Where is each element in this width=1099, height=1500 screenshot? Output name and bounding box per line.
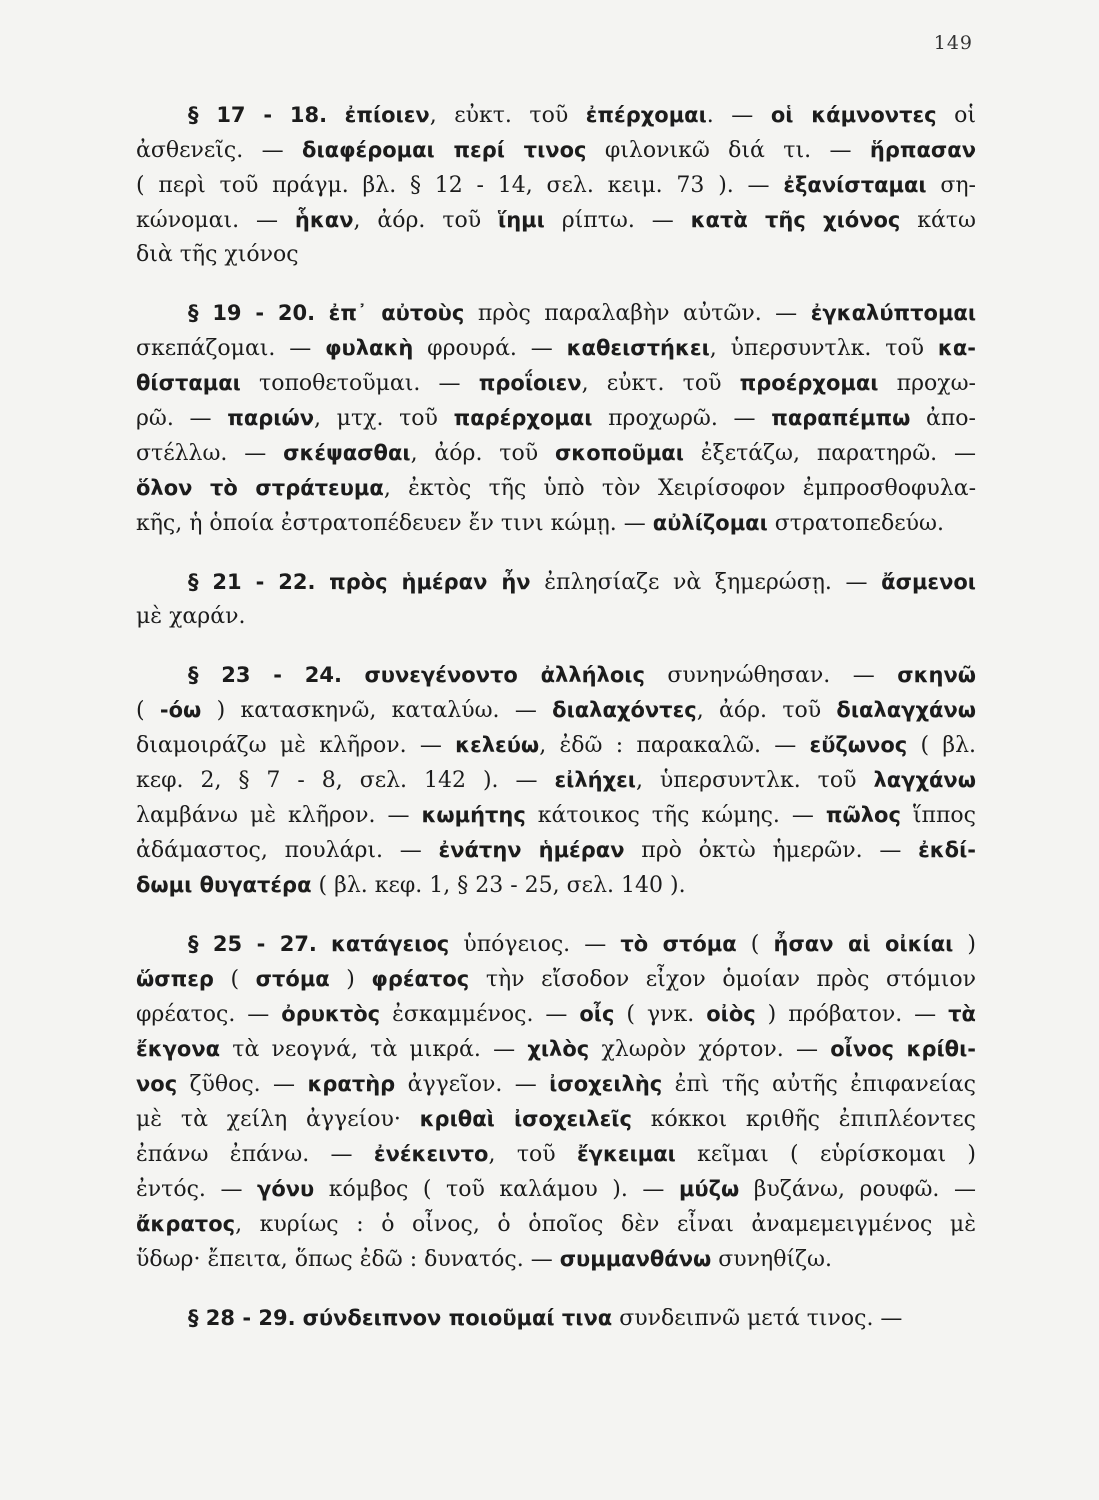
gloss-text: διαμοιράζω μὲ κλῆρον. — xyxy=(136,733,456,758)
headword: κριθαὶ ἰσοχειλεῖς xyxy=(419,1107,632,1131)
text-line xyxy=(136,168,976,203)
headword: κατὰ τῆς χιόνος xyxy=(690,208,901,232)
headword: ἐγκαλύπτομαι xyxy=(810,301,977,325)
headword: ὥσπερ xyxy=(136,967,214,991)
text-line xyxy=(136,133,976,168)
headword: αὐλίζομαι xyxy=(652,511,768,535)
headword: κωμήτης xyxy=(421,803,526,827)
gloss-text: ἵππος xyxy=(900,803,977,828)
gloss-text: διὰ τῆς χιόνος xyxy=(136,242,299,267)
headword: -όω xyxy=(159,698,202,722)
gloss-text: ση- xyxy=(926,173,976,198)
gloss-text: προχω- xyxy=(878,371,976,396)
text-line xyxy=(136,798,976,833)
headword: ἥρπασαν xyxy=(869,138,977,162)
text-line xyxy=(136,763,976,798)
headword: § 21 - 22. xyxy=(188,570,316,594)
gloss-text: ρίπτω. — xyxy=(544,208,691,233)
gloss-text: ) πρόβατον. — xyxy=(755,1002,949,1027)
headword: νος xyxy=(136,1072,178,1096)
text-line xyxy=(136,868,976,903)
headword: οἶς xyxy=(579,1002,615,1026)
text-line xyxy=(136,471,976,506)
gloss-text: , μτχ. τοῦ xyxy=(314,406,454,431)
headword: ἄσμενοι xyxy=(881,570,976,594)
paragraph xyxy=(136,1301,976,1336)
gloss-text: πρὸς παραλαβὴν αὐτῶν. — xyxy=(464,301,811,326)
gloss-text: συνηνώθησαν. — xyxy=(644,663,898,688)
headword: διαλαγχάνω xyxy=(836,698,977,722)
headword: γόνυ xyxy=(257,1177,315,1201)
headword: οἶνος κρίθι- xyxy=(830,1037,976,1061)
headword: εἰλήχει xyxy=(554,768,636,792)
gloss-text: , εὐκτ. τοῦ xyxy=(429,103,586,128)
text-line xyxy=(136,565,976,600)
headword: συμμανθάνω xyxy=(559,1247,712,1271)
headword: ὀρυκτὸς xyxy=(281,1002,381,1026)
gloss-text: κῆς, ἡ ὁποία ἐστρατοπέδευεν ἔν τινι κώμῃ. — xyxy=(136,511,653,536)
gloss-text: τοποθετοῦμαι. — xyxy=(240,371,479,396)
gloss-text: φιλονικῶ διά τι. — xyxy=(586,138,870,163)
text-line xyxy=(136,296,976,331)
gloss-text: κεῖμαι ( εὑρίσκομαι ) xyxy=(675,1142,976,1167)
headword: κατάγειος xyxy=(331,932,450,956)
paragraph xyxy=(136,98,976,272)
headword: συνεγένοντο ἀλλήλοις xyxy=(364,663,645,687)
headword: διαφέρομαι περί τινος xyxy=(302,138,587,162)
headword: ἧκαν xyxy=(294,208,354,232)
headword: ἐπίοιεν xyxy=(344,103,430,127)
gloss-text: ἐπάνω ἐπάνω. — xyxy=(136,1142,374,1167)
gloss-text: συνηθίζω. xyxy=(711,1247,832,1272)
headword: ὅλον τὸ στράτευμα xyxy=(136,476,384,500)
gloss-text: στρατοπεδεύω. xyxy=(767,511,944,536)
headword: φρέατος xyxy=(371,967,470,991)
gloss-text: ( xyxy=(736,932,774,957)
headword: καθειστήκει xyxy=(566,336,710,360)
headword: κρατὴρ xyxy=(307,1072,396,1096)
gloss-text: ( xyxy=(136,698,160,723)
headword: κα- xyxy=(937,336,976,360)
headword: τὰ xyxy=(948,1002,976,1026)
gloss-text xyxy=(315,301,329,326)
gloss-text: , ὑπερσυντλκ. τοῦ xyxy=(709,336,938,361)
text-line xyxy=(136,1301,976,1336)
paragraph xyxy=(136,658,976,903)
gloss-text: οἱ xyxy=(936,103,977,128)
text-line xyxy=(136,997,976,1032)
gloss-text: ( βλ. xyxy=(907,733,977,758)
headword: λαγχάνω xyxy=(873,768,976,792)
text-line xyxy=(136,366,976,401)
gloss-text: ὕδωρ· ἔπειτα, ὅπως ἐδῶ : δυνατός. — xyxy=(136,1247,560,1272)
gloss-text: ἐντός. — xyxy=(136,1177,258,1202)
headword: σκοποῦμαι xyxy=(554,441,684,465)
headword: ἐκδί- xyxy=(918,838,977,862)
text-line xyxy=(136,658,976,693)
gloss-text: μὲ τὰ χείλη ἀγγείου· xyxy=(136,1107,420,1132)
headword: ἵημι xyxy=(498,208,545,232)
headword: προέρχομαι xyxy=(739,371,879,395)
gloss-text: φρουρά. — xyxy=(413,336,567,361)
headword: εὔζωνος xyxy=(809,733,908,757)
gloss-text: ἀπο- xyxy=(910,406,976,431)
gloss-text: κόκκοι κριθῆς ἐπιπλέοντες xyxy=(631,1107,976,1132)
text-line xyxy=(136,1242,976,1277)
gloss-text xyxy=(327,103,345,128)
headword: ἐνέκειντο xyxy=(373,1142,489,1166)
headword: § 28 - 29. xyxy=(188,1306,296,1330)
text-line xyxy=(136,600,976,634)
gloss-text: , ἀόρ. τοῦ xyxy=(410,441,555,466)
headword: ἐπέρχομαι xyxy=(585,103,707,127)
text-line xyxy=(136,1032,976,1067)
headword: παραπέμπω xyxy=(771,406,911,430)
headword: ἦσαν αἱ οἰκίαι xyxy=(773,932,954,956)
headword: οἱ κάμνοντες xyxy=(770,103,937,127)
gloss-text: λαμβάνω μὲ κλῆρον. — xyxy=(136,803,422,828)
text-line xyxy=(136,331,976,366)
gloss-text: ἀγγεῖον. — xyxy=(395,1072,550,1097)
gloss-text: ρῶ. — xyxy=(136,406,228,431)
headword: σκηνῶ xyxy=(897,663,976,687)
gloss-text: κεφ. 2, § 7 - 8, σελ. 142 ). — xyxy=(136,768,555,793)
text-line xyxy=(136,401,976,436)
text-line xyxy=(136,693,976,728)
headword: προΐοιεν xyxy=(478,371,582,395)
headword: § 25 - 27. xyxy=(188,932,317,956)
gloss-text: τὰ νεογνά, τὰ μικρά. — xyxy=(220,1037,528,1062)
gloss-text: βυζάνω, ρουφῶ. — xyxy=(739,1177,976,1202)
gloss-text: , κυρίως : ὁ οἶνος, ὁ ὁποῖος δὲν εἶναι ἀναμεμειγμένος μὲ xyxy=(235,1212,976,1237)
gloss-text: φρέατος. — xyxy=(136,1002,282,1027)
gloss-text xyxy=(342,663,364,688)
text-line xyxy=(136,728,976,763)
text-line xyxy=(136,1172,976,1207)
headword: § 23 - 24. xyxy=(188,663,342,687)
headword: ἔκγονα xyxy=(136,1037,221,1061)
gloss-text xyxy=(296,1306,303,1331)
text-line xyxy=(136,1102,976,1137)
text-line xyxy=(136,1137,976,1172)
headword: μύζω xyxy=(678,1177,740,1201)
paragraph xyxy=(136,296,976,541)
gloss-text: προχωρῶ. — xyxy=(592,406,772,431)
gloss-text: ἐσκαμμένος. — xyxy=(380,1002,580,1027)
text-line xyxy=(136,1207,976,1242)
gloss-text: . — xyxy=(706,103,771,128)
gloss-text: ) κατασκηνῶ, καταλύω. — xyxy=(201,698,553,723)
headword: θίσταμαι xyxy=(136,371,241,395)
gloss-text: ἀδάμαστος, πουλάρι. — xyxy=(136,838,439,863)
gloss-text: ( βλ. κεφ. 1, § 23 - 25, σελ. 140 ). xyxy=(311,873,686,898)
gloss-text: κώνομαι. — xyxy=(136,208,295,233)
headword: § 17 - 18. xyxy=(188,103,328,127)
gloss-text: , ἐκτὸς τῆς ὑπὸ τὸν Χειρίσοφον ἐμπροσθοφυλα- xyxy=(383,476,976,501)
gloss-text: κάτω xyxy=(900,208,976,233)
text-line xyxy=(136,962,976,997)
text-line xyxy=(136,833,976,868)
gloss-text: , ἀόρ. τοῦ xyxy=(696,698,837,723)
headword: φυλακὴ xyxy=(325,336,414,360)
gloss-text: ( γνκ. xyxy=(614,1002,707,1027)
headword: σύνδειπνον ποιοῦμαί τινα xyxy=(302,1306,613,1330)
headword: ἔγκειμαι xyxy=(576,1142,676,1166)
gloss-text: χλωρὸν χόρτον. — xyxy=(589,1037,831,1062)
paragraph xyxy=(136,565,976,634)
headword: διαλαχόντες xyxy=(552,698,697,722)
headword: ἐξανίσταμαι xyxy=(783,173,927,197)
gloss-text: , τοῦ xyxy=(488,1142,577,1167)
headword: ἐπ᾽ αὐτοὺς xyxy=(328,301,465,325)
gloss-text: , ἀόρ. τοῦ xyxy=(353,208,499,233)
gloss-text: συνδειπνῶ μετά τινος. — xyxy=(612,1306,903,1331)
text-line xyxy=(136,1067,976,1102)
gloss-text: σκεπάζομαι. — xyxy=(136,336,326,361)
gloss-text: ὑπόγειος. — xyxy=(449,932,621,957)
gloss-text: , ἐδῶ : παρακαλῶ. — xyxy=(539,733,810,758)
headword: παριών xyxy=(227,406,315,430)
headword: ἐνάτην ἡμέραν xyxy=(438,838,625,862)
gloss-text: ἐξετάζω, παρατηρῶ. — xyxy=(683,441,976,466)
headword: ἄκρατος xyxy=(136,1212,236,1236)
headword: στόμα xyxy=(255,967,330,991)
gloss-text: κάτοικος τῆς κώμης. — xyxy=(525,803,826,828)
gloss-text: τὴν εἴσοδον εἶχον ὁμοίαν πρὸς στόμιον xyxy=(469,967,976,992)
gloss-text: στέλλω. — xyxy=(136,441,284,466)
gloss-text: ἐπλησίαζε νὰ ξημερώσῃ. — xyxy=(530,570,882,595)
headword: κελεύω xyxy=(455,733,540,757)
headword: § 19 - 20. xyxy=(188,301,316,325)
headword: δωμι θυγατέρα xyxy=(136,873,312,897)
gloss-text: κόμβος ( τοῦ καλάμου ). — xyxy=(314,1177,679,1202)
gloss-text: πρὸ ὀκτὼ ἡμερῶν. — xyxy=(624,838,919,863)
gloss-text: ( περὶ τοῦ πράγμ. βλ. § 12 - 14, σελ. κειμ. 73 ). — xyxy=(136,173,784,198)
headword: παρέρχομαι xyxy=(453,406,593,430)
headword: πῶλος xyxy=(825,803,901,827)
headword: χιλὸς xyxy=(527,1037,590,1061)
commentary-text xyxy=(136,98,976,1360)
gloss-text: μὲ χαράν. xyxy=(136,604,246,629)
headword: οἰὸς xyxy=(706,1002,756,1026)
gloss-text: ζῦθος. — xyxy=(177,1072,308,1097)
headword: τὸ στόμα xyxy=(620,932,737,956)
gloss-text: ) xyxy=(953,932,976,957)
gloss-text: ἐπὶ τῆς αὐτῆς ἐπιφανείας xyxy=(662,1072,976,1097)
text-line xyxy=(136,436,976,471)
paragraph xyxy=(136,927,976,1277)
gloss-text: , ὑπερσυντλκ. τοῦ xyxy=(635,768,874,793)
headword: πρὸς ἡμέραν ἦν xyxy=(329,570,531,594)
gloss-text: , εὐκτ. τοῦ xyxy=(581,371,740,396)
gloss-text xyxy=(315,570,329,595)
gloss-text xyxy=(317,932,331,957)
text-line xyxy=(136,238,976,272)
text-line xyxy=(136,506,976,541)
headword: σκέψασθαι xyxy=(283,441,411,465)
gloss-text: ) xyxy=(329,967,372,992)
text-line xyxy=(136,98,976,133)
gloss-text: ( xyxy=(213,967,256,992)
page-number: 149 xyxy=(933,32,973,54)
text-line xyxy=(136,927,976,962)
gloss-text: ἀσθενεῖς. — xyxy=(136,138,303,163)
text-line xyxy=(136,203,976,238)
headword: ἰσοχειλὴς xyxy=(549,1072,663,1096)
